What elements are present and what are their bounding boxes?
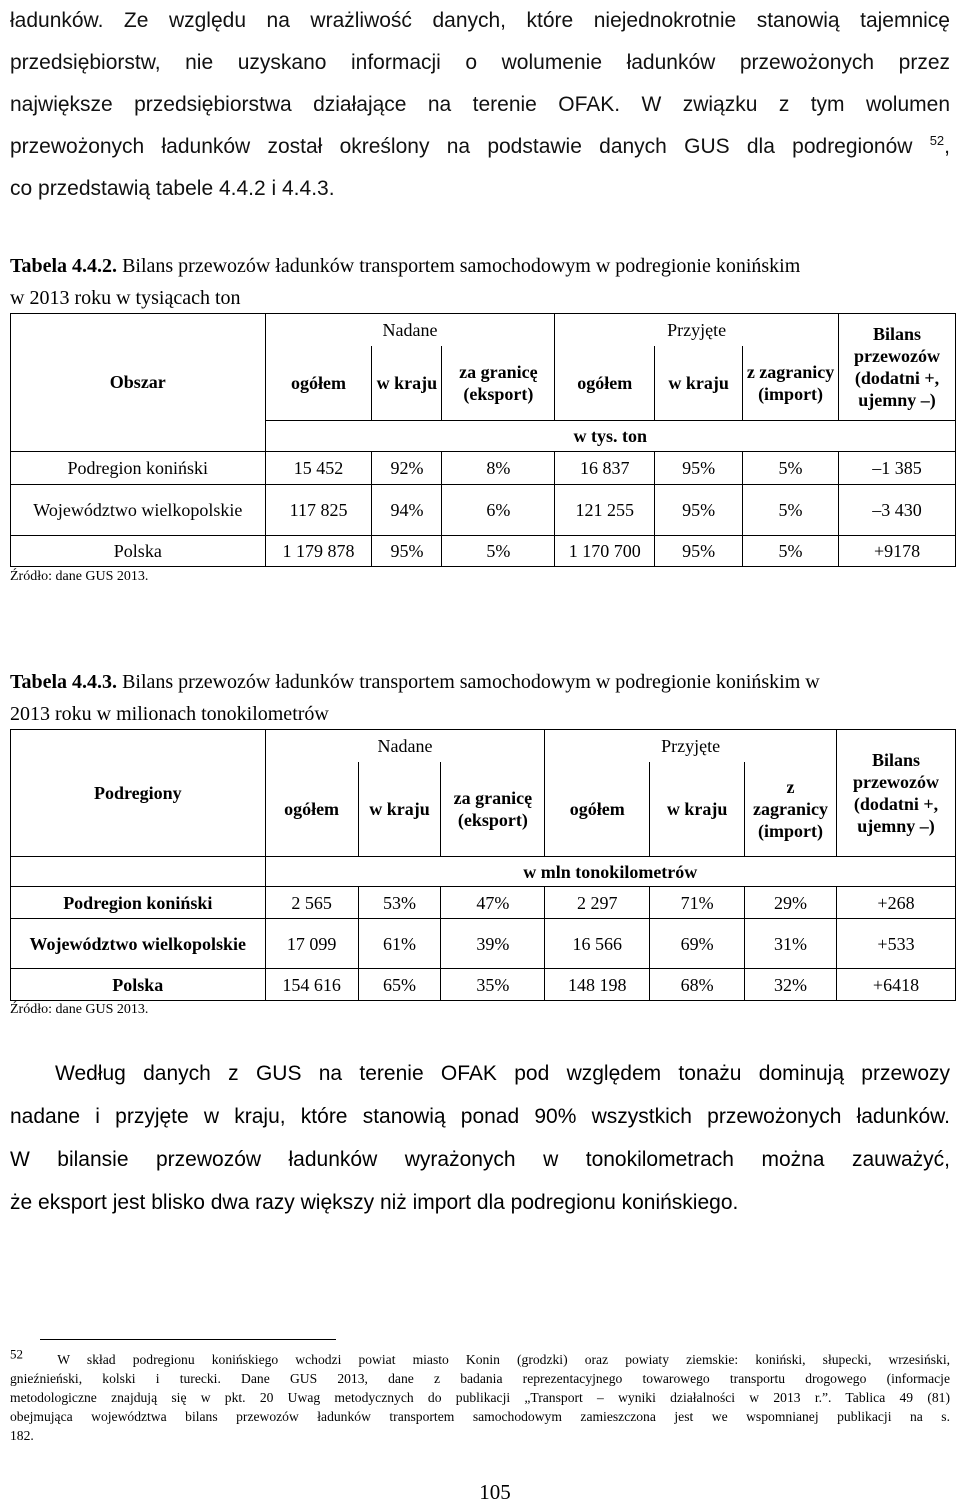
- table1-cell-balance: –3 430: [839, 484, 956, 535]
- table2-header-import: z zagranicy (import): [745, 762, 837, 857]
- intro-line: największe przedsiębiorstwa działające na terenie OFAK. W związku z tym wolumen: [10, 93, 950, 116]
- footnote-number: 52: [10, 1346, 23, 1362]
- body-paragraph: [10, 1052, 950, 1224]
- body-line: że eksport jest blisko dwa razy większy niż import dla podregionu konińskiego.: [10, 1191, 739, 1214]
- table2-header-balance: Bilans przewozów (dodatni +, ujemny –): [837, 730, 956, 857]
- table2-header-sent-domestic: w kraju: [358, 762, 441, 857]
- footnote-rule: [40, 1339, 336, 1340]
- table1-header-recv-total: ogółem: [555, 346, 655, 420]
- table-row: [11, 484, 956, 535]
- table2-caption-text: Bilans przewozów ładunków transportem samochodowym w podregionie konińskim w: [122, 671, 820, 693]
- table1-cell: 95%: [655, 536, 743, 567]
- footnote-line: metodologiczne znajdują się w pkt. 20 Uwag metodycznych do publikacji „Transport – wyniki działalności w 2013 r.”. Tablica 49 (81): [10, 1390, 950, 1405]
- table1-cell: 5%: [743, 484, 839, 535]
- table2-cell-area: Województwo wielkopolskie: [11, 919, 266, 969]
- table2-cell-balance: +6418: [837, 969, 956, 1001]
- table2-header-recv-total: ogółem: [545, 762, 650, 857]
- table2-source: Źródło: dane GUS 2013.: [10, 1002, 149, 1017]
- table2-cell: 29%: [745, 887, 837, 919]
- intro-line-with-footnote: [10, 126, 950, 168]
- body-line: nadane i przyjęte w kraju, które stanowią ponad 90% wszystkich przewożonych ładunków.: [10, 1105, 950, 1128]
- table1-cell: 1 170 700: [555, 536, 655, 567]
- table2-cell: 65%: [358, 969, 441, 1001]
- table1-caption-text: Bilans przewozów ładunków transportem samochodowym w podregionie konińskim: [122, 255, 801, 277]
- table1-cell-area: Województwo wielkopolskie: [11, 484, 266, 535]
- footnote-line: obejmująca województwa bilans przewozów ładunków transportem samochodowym zamieszczona jest we wspomnianej publikacji na s.: [10, 1409, 950, 1424]
- table2: [10, 729, 956, 1001]
- footnote-text: W skład podregionu konińskiego wchodzi powiat miasto Konin (grodzki) oraz powiaty ziemskie: koniński, słupecki, wrzesiński,: [57, 1352, 950, 1367]
- table2-header-sent: Nadane: [265, 730, 545, 762]
- table-row: [11, 969, 956, 1001]
- table1-unit-row: w tys. ton: [265, 420, 955, 451]
- table-row: [11, 536, 956, 567]
- table2-cell: 32%: [745, 969, 837, 1001]
- table1-cell: 121 255: [555, 484, 655, 535]
- table1-header-export: za granicę (eksport): [442, 346, 555, 420]
- table1-header-recv-domestic: w kraju: [655, 346, 743, 420]
- table1-header-received: Przyjęte: [555, 314, 839, 347]
- footnote-ref[interactable]: 52: [929, 133, 945, 148]
- table1: [10, 313, 956, 567]
- table1-header-balance: Bilans przewozów (dodatni +, ujemny –): [839, 314, 956, 421]
- table2-cell: 148 198: [545, 969, 650, 1001]
- table2-caption-text2: 2013 roku w milionach tonokilometrów: [10, 703, 329, 725]
- table2-cell: 35%: [441, 969, 545, 1001]
- table2-cell: 2 565: [265, 887, 358, 919]
- table1-header-sent: Nadane: [265, 314, 555, 347]
- table1-cell: 1 179 878: [265, 536, 372, 567]
- table2-cell: 53%: [358, 887, 441, 919]
- table2-caption-label: Tabela 4.4.3.: [10, 671, 118, 693]
- intro-paragraph: [10, 0, 950, 210]
- table-row: [11, 451, 956, 484]
- table1-caption-text2: w 2013 roku w tysiącach ton: [10, 287, 241, 309]
- table1-cell: 92%: [372, 451, 442, 484]
- table2-cell: 61%: [358, 919, 441, 969]
- table2-cell: 31%: [745, 919, 837, 969]
- table1-cell: 8%: [442, 451, 555, 484]
- table-row: [11, 919, 956, 969]
- table1-cell: 95%: [655, 484, 743, 535]
- table2-cell: 39%: [441, 919, 545, 969]
- table1-source: Źródło: dane GUS 2013.: [10, 569, 149, 584]
- table2-cell: 47%: [441, 887, 545, 919]
- table1-header-area: Obszar: [11, 314, 266, 452]
- body-line: Według danych z GUS na terenie OFAK pod względem tonażu dominują przewozy: [55, 1062, 950, 1085]
- intro-line-text: przewożonych ładunków został określony na podstawie danych GUS dla podregionów: [10, 135, 913, 158]
- table1-header-import: z zagranicy (import): [743, 346, 839, 420]
- body-line: W bilansie przewozów ładunków wyrażonych w tonokilometrach można zauważyć,: [10, 1148, 950, 1171]
- table2-cell: 16 566: [545, 919, 650, 969]
- table1-cell: 5%: [743, 451, 839, 484]
- intro-line: ładunków. Ze względu na wrażliwość danych, które niejednokrotnie stanowią tajemnicę: [10, 9, 950, 32]
- table2-cell: 2 297: [545, 887, 650, 919]
- table2-cell-area: Polska: [11, 969, 266, 1001]
- table1-header-sent-total: ogółem: [265, 346, 372, 420]
- table2-cell-balance: +533: [837, 919, 956, 969]
- table2-unit-row: w mln tonokilometrów: [265, 857, 955, 887]
- table1-cell-area: Polska: [11, 536, 266, 567]
- table1-caption-label: Tabela 4.4.2.: [10, 255, 118, 277]
- footnote: [10, 1346, 950, 1445]
- table2-caption: [10, 666, 955, 730]
- intro-line: co przedstawią tabele 4.4.2 i 4.4.3.: [10, 177, 335, 200]
- table2-cell: 17 099: [265, 919, 358, 969]
- table2-cell: 71%: [650, 887, 745, 919]
- table1-cell: 95%: [372, 536, 442, 567]
- table1-cell: 5%: [743, 536, 839, 567]
- table2-header-export: za granicę (eksport): [441, 762, 545, 857]
- footnote-line: 182.: [10, 1428, 34, 1443]
- table1-cell: 5%: [442, 536, 555, 567]
- page-number: 105: [479, 1480, 511, 1504]
- table1-caption: [10, 250, 955, 314]
- table2-cell: 68%: [650, 969, 745, 1001]
- intro-line: przedsiębiorstw, nie uzyskano informacji o wolumenie ładunków przewożonych przez: [10, 51, 950, 74]
- table1-cell: 94%: [372, 484, 442, 535]
- footnote-line: gnieźnieński, kolski i turecki. Dane GUS 2013, dane z badania reprezentacyjnego towarowego transportu drogowego (informacje: [10, 1371, 950, 1386]
- table2-cell: 69%: [650, 919, 745, 969]
- table1-cell-balance: +9178: [839, 536, 956, 567]
- intro-line-tail: ,: [944, 135, 950, 158]
- table1-cell-area: Podregion koniński: [11, 451, 266, 484]
- table2-cell: 154 616: [265, 969, 358, 1001]
- table2-cell-balance: +268: [837, 887, 956, 919]
- table1-cell-balance: –1 385: [839, 451, 956, 484]
- table1-cell: 16 837: [555, 451, 655, 484]
- table1-cell: 117 825: [265, 484, 372, 535]
- table1-header-sent-domestic: w kraju: [372, 346, 442, 420]
- table1-cell: 15 452: [265, 451, 372, 484]
- table2-header-received: Przyjęte: [545, 730, 837, 762]
- footnote-line: [10, 1346, 950, 1369]
- table2-header-recv-domestic: w kraju: [650, 762, 745, 857]
- table2-cell-area: Podregion koniński: [11, 887, 266, 919]
- table2-header-sent-total: ogółem: [265, 762, 358, 857]
- table-row: [11, 887, 956, 919]
- table2-header-area: Podregiony: [11, 730, 266, 857]
- table1-cell: 95%: [655, 451, 743, 484]
- table2-unit-spacer: [11, 857, 266, 887]
- table1-cell: 6%: [442, 484, 555, 535]
